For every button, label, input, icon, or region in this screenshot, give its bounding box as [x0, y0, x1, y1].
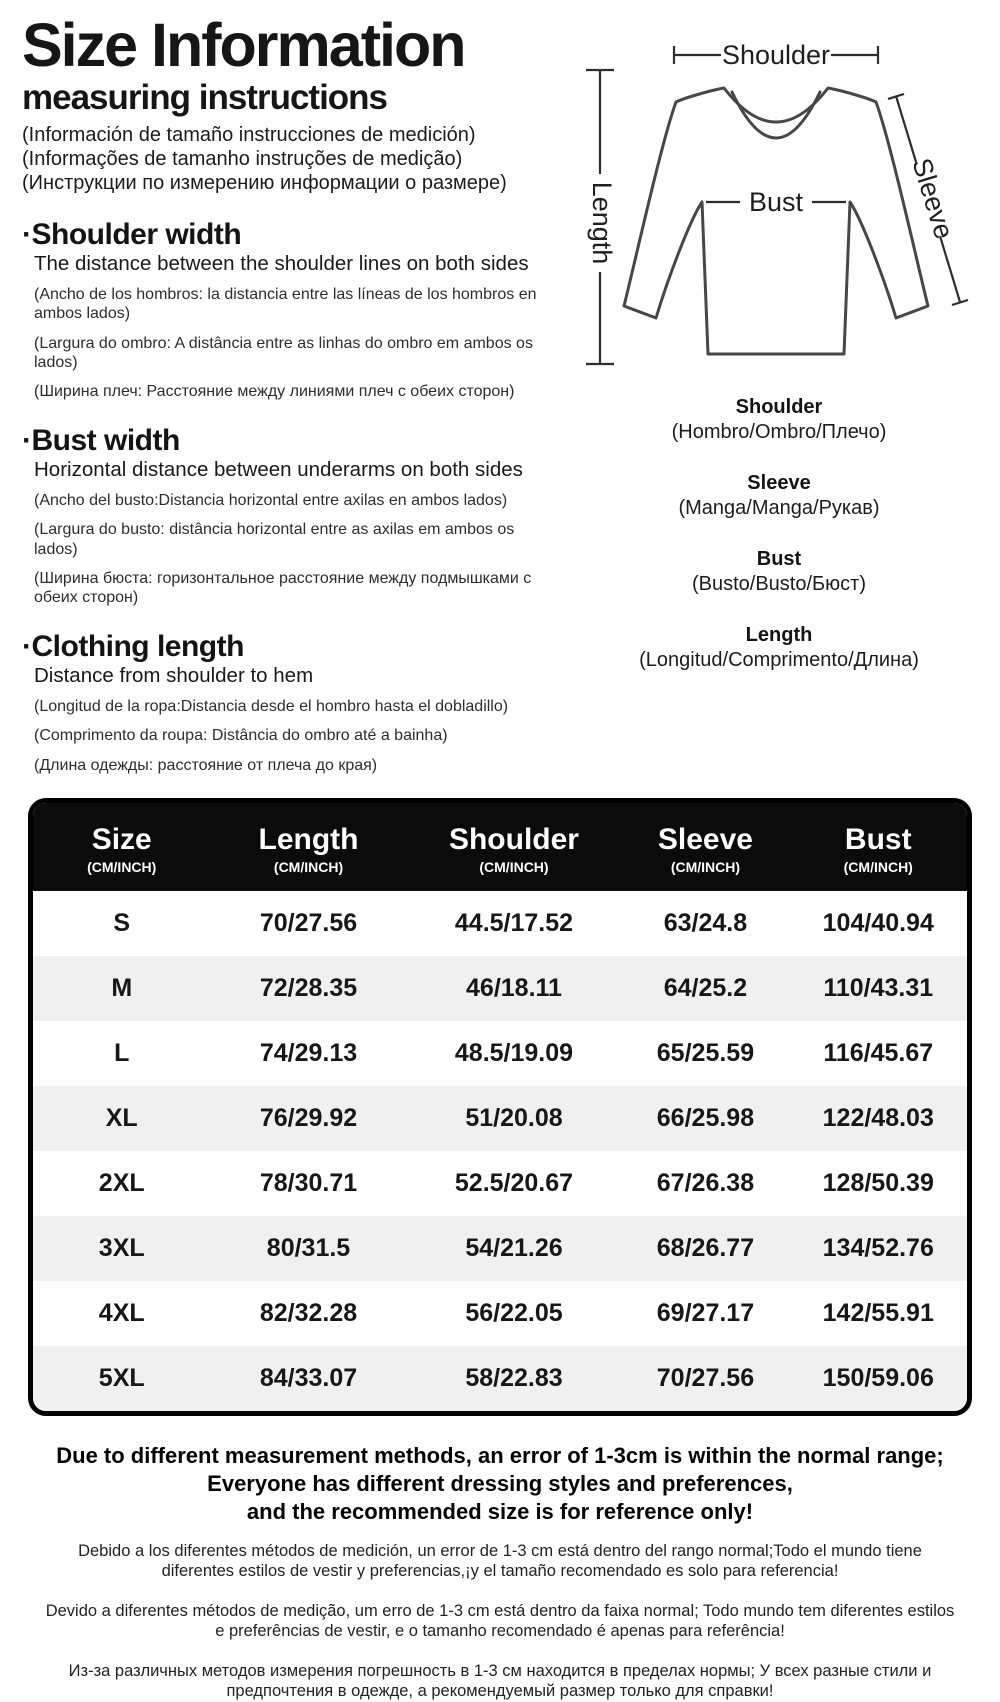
legend-translation: (Hombro/Ombro/Плечо) [671, 421, 887, 443]
section-note-pt: (Largura do busto: distância horizontal entre as axilas em ambos os lados) [34, 521, 515, 558]
table-cell: 78/30.71 [259, 1169, 358, 1197]
size-cell: 2XL [98, 1169, 145, 1197]
size-cell: M [111, 974, 133, 1002]
size-cell: 5XL [98, 1364, 145, 1392]
section-note-es: (Longitud de la ropa:Distancia desde el hombro hasta el dobladillo) [34, 698, 509, 716]
section-clothing-length [22, 631, 572, 775]
table-cell: 68/26.77 [656, 1234, 755, 1262]
section-title: Clothing length [31, 630, 244, 664]
shirt-label-sleeve: Sleeve [906, 154, 960, 243]
table-cell: 56/22.05 [465, 1299, 563, 1327]
column-header-length: Length (CM/INCH) [210, 803, 406, 891]
shirt-label-bust: Bust [748, 187, 804, 217]
legend-translation: (Manga/Manga/Рукав) [678, 497, 880, 519]
table-cell: 84/33.07 [259, 1364, 358, 1392]
disclaimer-note-es: Debido a los diferentes métodos de medición, un error de 1-3 cm está dentro del rango normal;Todo el mundo tiene diferentes estilos de vestir y preferencias,¡y el tamaño recomendado es solo para referencia! [78, 1541, 922, 1580]
title-translations [22, 123, 572, 195]
section-note-pt: (Largura do ombro: A distância entre as linhas do ombro em ambos os lados) [34, 334, 533, 371]
disclaimer-note-ru: Из-за различных методов измерения погрешность в 1-3 см находится в пределах нормы; У всех разные стили и предпочтения в одежде, а рекомендуемый размер только для справки! [68, 1662, 932, 1701]
table-cell: 110/43.31 [823, 974, 934, 1002]
section-note-ru: (Ширина бюста: горизонтальное расстояние между подмышками с обеих сторон) [34, 569, 532, 607]
page-subtitle: measuring instructions [22, 78, 388, 118]
size-cell: S [113, 909, 131, 937]
size-cell: 3XL [98, 1234, 145, 1262]
table-row-xl [33, 1086, 967, 1151]
table-cell: 46/18.11 [466, 974, 562, 1002]
table-cell: 64/25.2 [663, 974, 748, 1002]
table-cell: 67/26.38 [656, 1169, 755, 1197]
page-title: Size Information [22, 11, 465, 79]
section-note-pt: (Comprimento da roupa: Distância do ombro até a bainha) [34, 727, 448, 745]
shirt-label-length: Length [586, 181, 617, 265]
table-row-s [33, 891, 967, 956]
size-cell: L [114, 1039, 130, 1067]
column-header-size: Size (CM/INCH) [33, 803, 210, 891]
table-cell: 74/29.13 [259, 1039, 358, 1067]
title-translation-pt: (Informações de tamanho instruções de medição) [22, 148, 463, 171]
table-row-4xl [33, 1281, 967, 1346]
table-cell: 122/48.03 [822, 1104, 934, 1132]
legend-translation: (Busto/Busto/Бюст) [691, 573, 866, 595]
table-cell: 82/32.28 [259, 1299, 358, 1327]
shirt-measurement-diagram [566, 6, 992, 378]
table-cell: 66/25.98 [656, 1104, 755, 1132]
section-note-ru: (Длина одежды: расстояние от плеча до края) [34, 756, 378, 774]
legend-item-sleeve [566, 471, 992, 521]
diagram-column [566, 6, 992, 673]
table-cell: 65/25.59 [656, 1039, 755, 1067]
legend-term: Sleeve [747, 472, 811, 494]
bullet-dot: · [22, 218, 32, 252]
table-cell: 54/21.26 [465, 1234, 563, 1262]
table-cell: 44.5/17.52 [454, 909, 574, 937]
table-cell: 76/29.92 [259, 1104, 358, 1132]
size-cell: 4XL [98, 1299, 145, 1327]
table-row-m [33, 956, 967, 1021]
section-title: Shoulder width [31, 218, 242, 252]
table-cell: 72/28.35 [259, 974, 358, 1002]
table-cell: 70/27.56 [656, 1364, 755, 1392]
table-cell: 142/55.91 [822, 1299, 934, 1327]
table-cell: 63/24.8 [663, 909, 748, 937]
column-header-shoulder: Shoulder (CM/INCH) [407, 803, 622, 891]
shirt-label-shoulder: Shoulder [721, 40, 831, 70]
section-bust-width [22, 425, 572, 607]
measurement-disclaimer [0, 1442, 1000, 1526]
section-shoulder-width [22, 219, 572, 401]
section-description: Distance from shoulder to hem [34, 663, 314, 687]
bullet-dot: · [22, 424, 32, 458]
legend-item-shoulder [566, 395, 992, 445]
unit-label: (CM/INCH) [273, 859, 344, 875]
unit-label: (CM/INCH) [479, 859, 549, 875]
section-note-ru: (Ширина плеч: Расстояние между линиями плеч с обеих сторон) [34, 383, 515, 401]
table-cell: 58/22.83 [465, 1364, 563, 1392]
measuring-instructions-panel [0, 0, 1000, 788]
table-cell: 150/59.06 [822, 1364, 934, 1392]
section-description: The distance between the shoulder lines on both sides [34, 251, 529, 275]
legend-term: Bust [756, 548, 802, 570]
column-header-sleeve: Sleeve (CM/INCH) [621, 803, 789, 891]
size-table-header [33, 803, 967, 891]
section-note-es: (Ancho del busto:Distancia horizontal entre axilas en ambos lados) [34, 492, 508, 510]
disclaimer-line: and the recommended size is for reference only! [246, 1498, 754, 1524]
table-cell: 69/27.17 [656, 1299, 755, 1327]
title-translation-ru: (Инструкции по измерению информации о размере) [22, 172, 507, 195]
table-cell: 116/45.67 [823, 1039, 934, 1067]
section-title: Bust width [31, 424, 180, 458]
table-cell: 104/40.94 [822, 909, 934, 937]
unit-label: (CM/INCH) [87, 859, 157, 875]
shirt-outline [624, 88, 928, 354]
table-cell: 70/27.56 [259, 909, 358, 937]
table-row-2xl [33, 1151, 967, 1216]
size-cell: XL [105, 1104, 138, 1132]
unit-label: (CM/INCH) [843, 859, 913, 875]
table-cell: 134/52.76 [822, 1234, 934, 1262]
size-table [28, 798, 972, 1416]
table-row-3xl [33, 1216, 967, 1281]
section-description: Horizontal distance between underarms on both sides [34, 457, 523, 481]
legend-item-bust [566, 547, 992, 597]
table-cell: 51/20.08 [465, 1104, 563, 1132]
disclaimer-line: Due to different measurement methods, an error of 1-3cm is within the normal range; [56, 1443, 944, 1468]
legend-term: Shoulder [735, 396, 823, 418]
table-cell: 52.5/20.67 [454, 1169, 574, 1197]
disclaimer-line: Everyone has different dressing styles and preferences, [207, 1470, 793, 1496]
legend-term: Length [745, 624, 813, 646]
table-cell: 48.5/19.09 [454, 1039, 574, 1067]
instructions-column [22, 11, 572, 775]
legend-translation: (Longitud/Comprimento/Длина) [639, 649, 919, 671]
column-header-bust: Bust (CM/INCH) [790, 803, 968, 891]
section-note-es: (Ancho de los hombros: la distancia entre las líneas de los hombros en ambos lados) [34, 286, 537, 323]
table-row-l [33, 1021, 967, 1086]
unit-label: (CM/INCH) [670, 859, 741, 875]
title-translation-es: (Información de tamaño instrucciones de medición) [22, 124, 476, 147]
disclaimer-note-pt: Devido a diferentes métodos de medição, um erro de 1-3 cm está dentro da faixa normal; Todo mundo tem diferentes estilos e preferências de vestir, e o tamanho recomendado é apenas para referência! [45, 1602, 955, 1641]
table-cell: 80/31.5 [266, 1234, 351, 1262]
table-row-5xl [33, 1346, 967, 1411]
table-cell: 128/50.39 [822, 1169, 934, 1197]
bullet-dot: · [22, 630, 32, 664]
legend-item-length [566, 623, 992, 673]
